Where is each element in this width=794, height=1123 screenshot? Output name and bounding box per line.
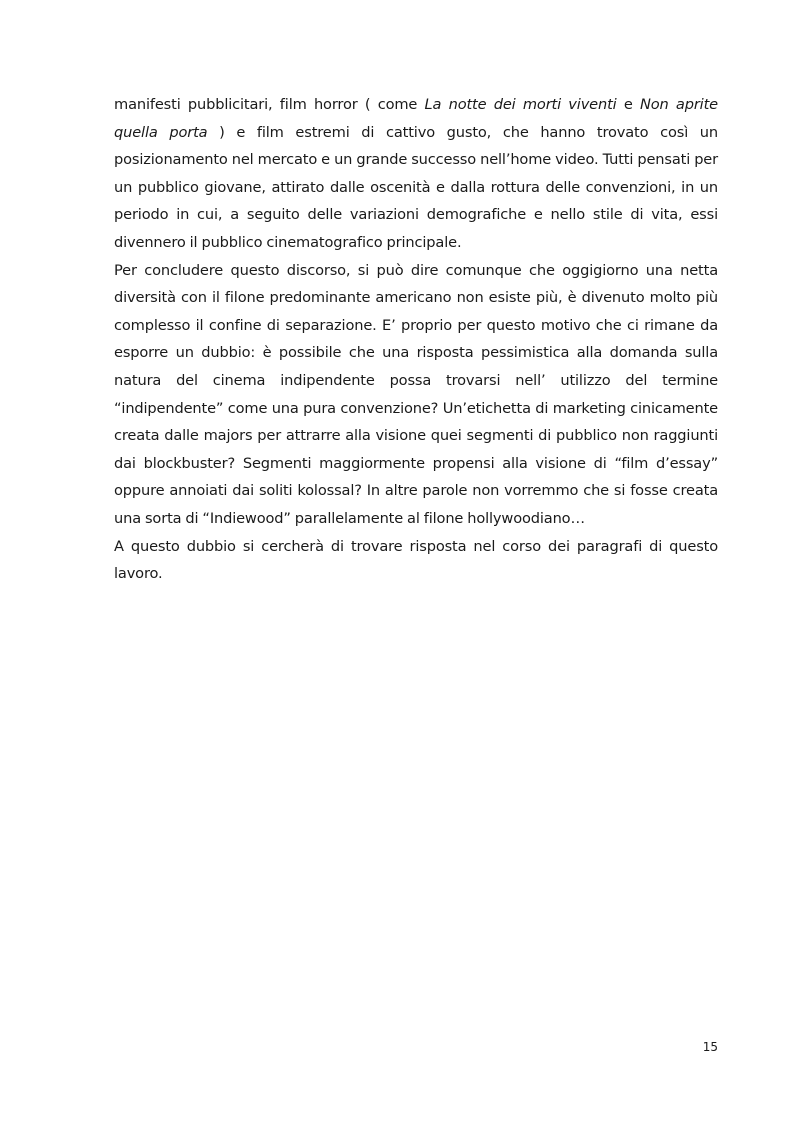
paragraph-1-text-1: manifesti pubblicitari, film horror ( come bbox=[114, 96, 425, 113]
paragraph-1-text-2: e bbox=[616, 96, 640, 113]
page-number: 15 bbox=[702, 1040, 718, 1054]
paragraph-2 bbox=[114, 257, 718, 533]
film-title-non-aprite-quella-porta: Non aprite quella porta bbox=[114, 96, 718, 141]
paragraph-3 bbox=[114, 533, 718, 588]
paragraph-3-text: A questo dubbio si cercherà di trovare risposta nel corso dei paragrafi di questo lavoro. bbox=[114, 537, 718, 583]
film-title-notte-morti-viventi: La notte dei morti viventi bbox=[424, 96, 617, 113]
body-text bbox=[114, 91, 718, 588]
paragraph-2-text: Per concludere questo discorso, si può dire comunque che oggigiorno una netta diversità con il filone predominante americano non esiste più, è divenuto molto più complesso il confine di separazione. E’ proprio per questo motivo che ci rimane da esporre un dubbio: è possibile che una risposta pessimistica alla domanda sulla natura del cinema indipendente possa trovarsi nell’ utilizzo del termine “indipendente” come una pura convenzione? Un’etichetta di marketing cinicamente creata dalle majors per attrarre alla visione quei segmenti di pubblico non raggiunti dai blockbuster? Segmenti maggiormente propensi alla visione di “film d’essay” oppure annoiati dai soliti kolossal? In altre parole non vorremmo che si fosse creata una sorta di “Indiewood” parallelamente al filone hollywoodiano… bbox=[114, 261, 718, 527]
paragraph-1-text-3: ) e film estremi di cattivo gusto, che hanno trovato così un posizionamento nel mercato e un grande successo nell’home video. Tutti pensati per un pubblico giovane, attirato dalle oscenità e dalla rottura delle convenzioni, in un periodo in cui, a seguito delle variazioni demografiche e nello stile di vita, essi divennero il pubblico cinematografico principale. bbox=[114, 123, 718, 251]
paragraph-1 bbox=[114, 91, 718, 257]
